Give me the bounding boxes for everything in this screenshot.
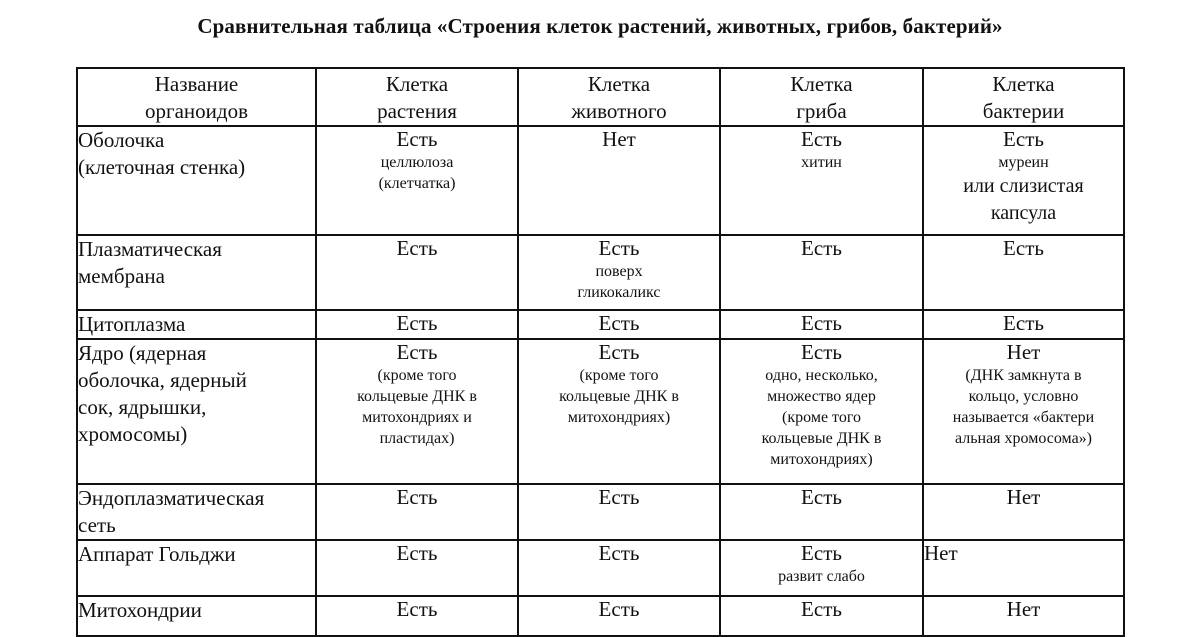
header-organoid: Название органоидов [77, 68, 316, 126]
fungus-cell-value: Есть развит слабо [720, 540, 923, 596]
organoid-name: Цитоплазма [77, 310, 316, 339]
animal-cell-value: Есть [518, 540, 720, 596]
header-fungus-cell: Клетка гриба [720, 68, 923, 126]
plant-cell-value: Есть [316, 484, 518, 540]
animal-cell-value: Нет [518, 126, 720, 235]
organoid-name: Митохондрии [77, 596, 316, 636]
page-title: Сравнительная таблица «Строения клеток растений, животных, грибов, бактерий» [197, 14, 1003, 38]
fungus-cell-value: Есть [720, 310, 923, 339]
animal-cell-value: Есть [518, 484, 720, 540]
header-row [77, 68, 1124, 126]
animal-cell-value: Есть поверх гликокаликс [518, 235, 720, 310]
animal-cell-value: Есть [518, 310, 720, 339]
plant-cell-value: Есть [316, 596, 518, 636]
table-row [77, 235, 1124, 310]
table-row [77, 339, 1124, 484]
bacteria-cell-value: Нет [923, 484, 1124, 540]
animal-cell-value: Есть [518, 596, 720, 636]
bacteria-cell-value: Нет [923, 540, 1124, 596]
plant-cell-value: Есть [316, 540, 518, 596]
fungus-cell-value: Есть одно, несколько, множество ядер (кроме того кольцевые ДНК в митохондриях) [720, 339, 923, 484]
table-row [77, 310, 1124, 339]
comparison-table [76, 67, 1125, 637]
header-animal-cell: Клетка животного [518, 68, 720, 126]
organoid-name: Плазматическая мембрана [77, 235, 316, 310]
organoid-name: Оболочка (клеточная стенка) [77, 126, 316, 235]
table-row [77, 596, 1124, 636]
fungus-cell-value: Есть [720, 484, 923, 540]
plant-cell-value: Есть [316, 235, 518, 310]
header-plant-cell: Клетка растения [316, 68, 518, 126]
organoid-name: Аппарат Гольджи [77, 540, 316, 596]
bacteria-cell-value: Есть муреин или слизистая капсула [923, 126, 1124, 235]
organoid-name: Ядро (ядерная оболочка, ядерный сок, ядрышки, хромосомы) [77, 339, 316, 484]
plant-cell-value: Есть [316, 310, 518, 339]
fungus-cell-value: Есть [720, 235, 923, 310]
plant-cell-value: Есть (кроме того кольцевые ДНК в митохондриях и пластидах) [316, 339, 518, 484]
table-row [77, 540, 1124, 596]
animal-cell-value: Есть (кроме того кольцевые ДНК в митохондриях) [518, 339, 720, 484]
bacteria-cell-value: Есть [923, 310, 1124, 339]
fungus-cell-value: Есть хитин [720, 126, 923, 235]
organoid-name: Эндоплазматическая сеть [77, 484, 316, 540]
table-row [77, 126, 1124, 235]
header-bacteria-cell: Клетка бактерии [923, 68, 1124, 126]
bacteria-cell-value: Есть [923, 235, 1124, 310]
table-row [77, 484, 1124, 540]
fungus-cell-value: Есть [720, 596, 923, 636]
plant-cell-value: Есть целлюлоза (клетчатка) [316, 126, 518, 235]
bacteria-cell-value: Нет [923, 596, 1124, 636]
bacteria-cell-value: Нет (ДНК замкнута в кольцо, условно называется «бактери альная хромосома») [923, 339, 1124, 484]
